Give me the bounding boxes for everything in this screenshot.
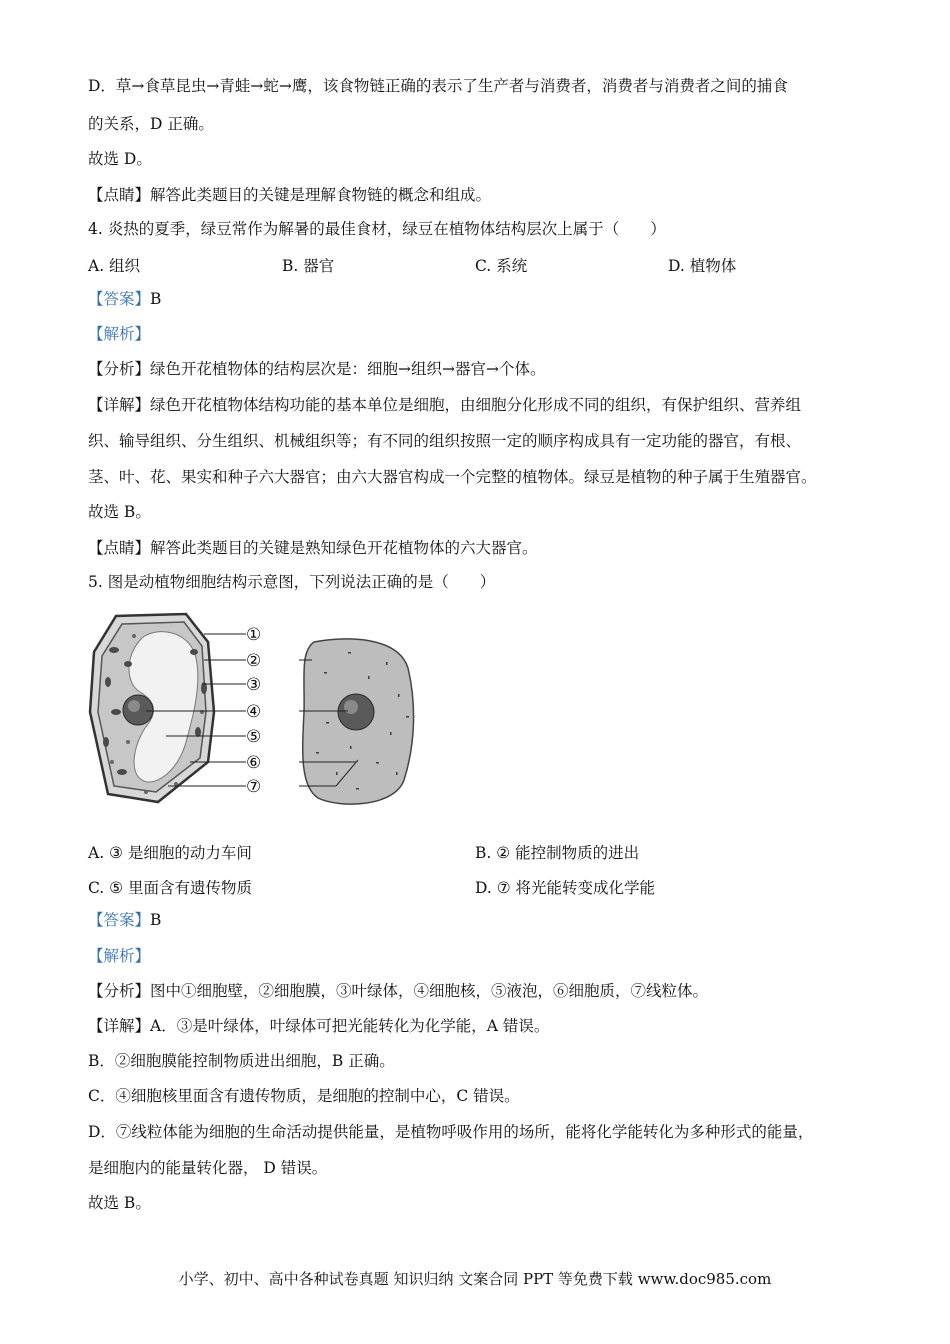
page-footer: 小学、初中、高中各种试卷真题 知识归纳 文案合同 PPT 等免费下载 www.doc985.com [178, 1270, 772, 1288]
q5-option-c: C. ⑤ 里面含有遗传物质 [88, 879, 252, 897]
q4-options [0, 254, 950, 274]
q3-option-d-explanation-cont: 的关系，D 正确。 [88, 115, 214, 133]
label-3: ③ [246, 675, 262, 695]
diagram-labels [246, 625, 261, 797]
q4-xiangjie-line: 织、输导组织、分生组织、机械组织等；有不同的组织按照一定的顺序构成具有一定功能的器官，有根、 [88, 432, 802, 450]
q5-xiangjie-line: 【详解】A．③是叶绿体，叶绿体可把光能转化为化学能，A 错误。 [88, 1017, 550, 1035]
q5-option-d: D. ⑦ 将光能转变成化学能 [475, 879, 656, 897]
q4-answer-tag: 【答案】 [88, 290, 151, 308]
q3-choice: 故选 D。 [88, 150, 152, 168]
q5-answer-tag: 【答案】 [88, 911, 151, 929]
q3-option-d-explanation: D．草→食草昆虫→青蛙→蛇→鹰，该食物链正确的表示了生产者与消费者，消费者与消费者之间的捕食 [88, 77, 788, 95]
q5-xiangjie-line: B．②细胞膜能控制物质进出细胞，B 正确。 [88, 1052, 395, 1070]
q3-dianjing: 【点睛】解答此类题目的关键是理解食物链的概念和组成。 [88, 186, 492, 204]
animal-cell-nucleus [338, 694, 374, 730]
q4-analysis-tag: 【解析】 [88, 325, 151, 343]
q5-answer [88, 910, 161, 930]
label-2: ② [246, 651, 262, 671]
label-6: ⑥ [246, 753, 262, 773]
q4-option-d: D. 植物体 [668, 257, 737, 275]
q4-option-b: B. 器官 [282, 257, 335, 275]
q5-options-row-2 [0, 876, 950, 896]
q4-answer [88, 289, 161, 309]
label-1: ① [246, 625, 262, 645]
q4-answer-value: B [150, 290, 162, 308]
q5-xiangjie-line: 是细胞内的能量转化器， D 错误。 [88, 1159, 328, 1177]
q4-option-c: C. 系统 [475, 257, 528, 275]
q5-xiangjie-line: C．④细胞核里面含有遗传物质，是细胞的控制中心，C 错误。 [88, 1087, 520, 1105]
q5-analysis-tag: 【解析】 [88, 947, 151, 965]
q4-xiangjie-line: 茎、叶、花、果实和种子六大器官；由六大器官构成一个完整的植物体。绿豆是植物的种子属于生殖器官。 [88, 468, 817, 486]
label-5: ⑤ [246, 727, 262, 747]
label-4: ④ [246, 702, 262, 722]
q5-fenxi: 【分析】图中①细胞壁，②细胞膜，③叶绿体，④细胞核，⑤液泡，⑥细胞质，⑦线粒体。 [88, 982, 709, 1000]
q5-option-a: A. ③ 是细胞的动力车间 [88, 844, 252, 862]
q4-dianjing: 【点睛】解答此类题目的关键是熟知绿色开花植物体的六大器官。 [88, 539, 538, 557]
q4-stem: 4. 炎热的夏季，绿豆常作为解暑的最佳食材，绿豆在植物体结构层次上属于（ ） [88, 220, 666, 238]
q4-option-a: A. 组织 [88, 257, 141, 275]
q5-choice: 故选 B。 [88, 1194, 151, 1212]
q5-option-b: B. ② 能控制物质的进出 [475, 844, 640, 862]
q5-options-row-1 [0, 841, 950, 861]
q5-stem: 5. 图是动植物细胞结构示意图，下列说法正确的是（ ） [88, 573, 496, 591]
q4-xiangjie-line: 【详解】绿色开花植物体结构功能的基本单位是细胞，由细胞分化形成不同的组织，有保护组织、营养组 [88, 396, 802, 414]
q4-choice: 故选 B。 [88, 503, 151, 521]
cell-structure-diagram [86, 612, 416, 812]
label-7: ⑦ [246, 777, 262, 797]
q5-xiangjie-line: D．⑦线粒体能为细胞的生命活动提供能量，是植物呼吸作用的场所，能将化学能转化为多种形式的能量， [88, 1123, 814, 1141]
q5-answer-value: B [150, 911, 162, 929]
q4-fenxi: 【分析】绿色开花植物体的结构层次是：细胞→组织→器官→个体。 [88, 360, 546, 378]
